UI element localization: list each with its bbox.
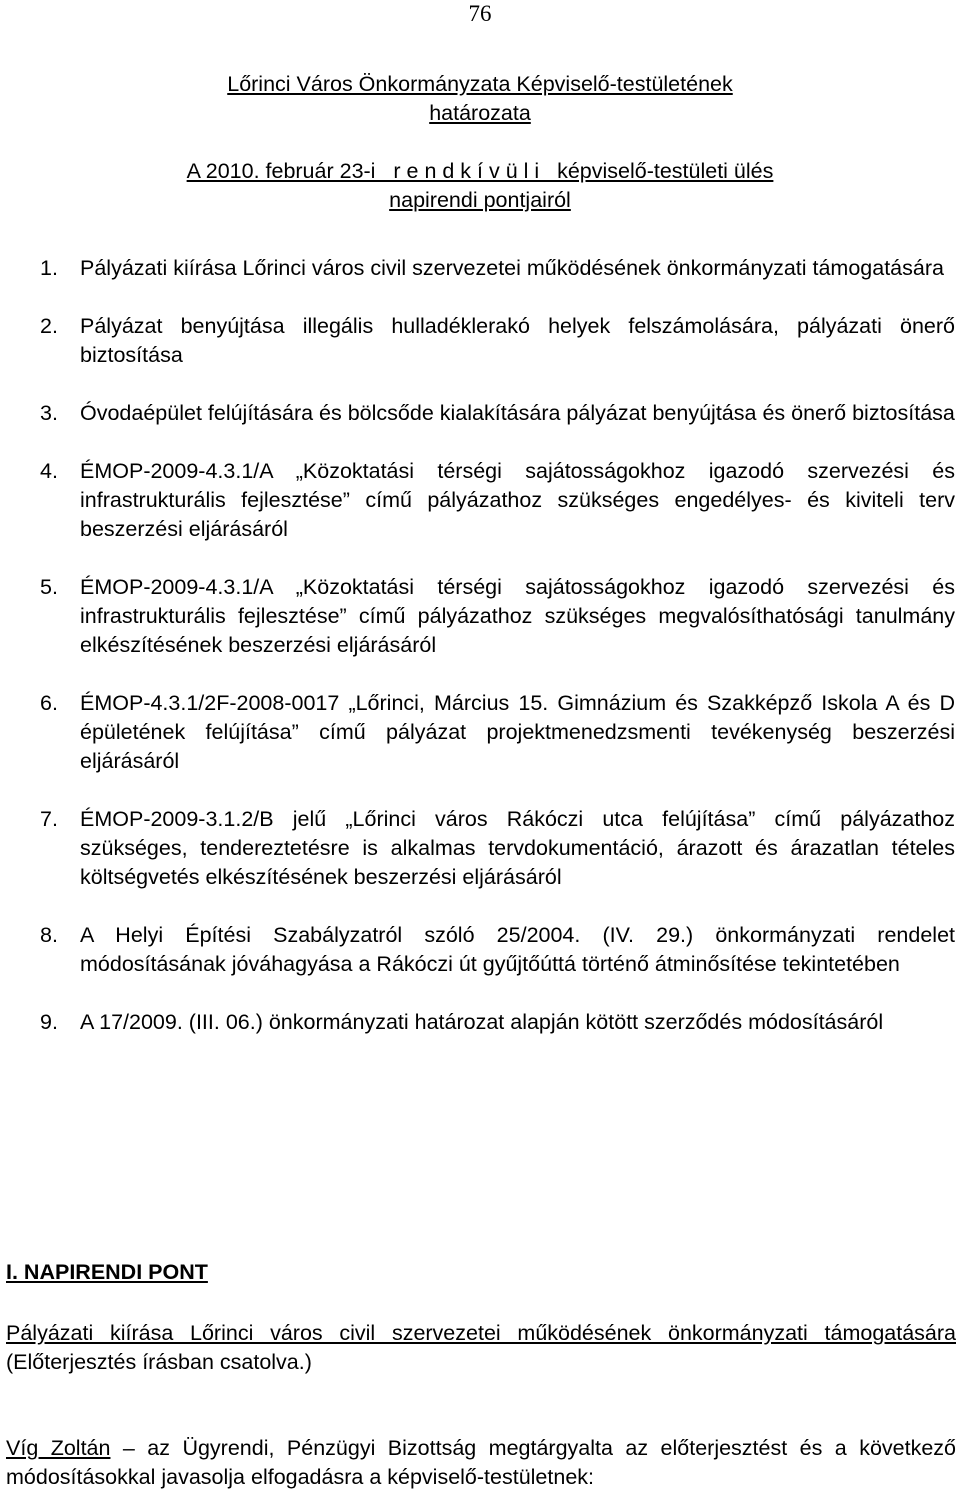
document-title-line-2: határozata bbox=[429, 101, 531, 125]
speaker-name: Víg Zoltán bbox=[6, 1436, 111, 1460]
section-topic-note: (Előterjesztés írásban csatolva.) bbox=[6, 1350, 312, 1374]
agenda-item-number: 6. bbox=[40, 691, 58, 715]
agenda-item-text: A 17/2009. (III. 06.) önkormányzati határozat alapján kötött szerződés módosításáról bbox=[80, 1010, 884, 1034]
agenda-item-number: 7. bbox=[40, 807, 58, 831]
speech-paragraph bbox=[6, 1434, 956, 1492]
agenda-item-text: ÉMOP-2009-3.1.2/B jelű „Lőrinci város Rákóczi utca felújítása” című pályázathoz szükséges, tendereztetésre is alkalmas tervdokumentáció, árazott és árazatlan tételes költségvetés elkészítésének beszerzési eljárásáról bbox=[80, 807, 955, 889]
agenda-item bbox=[40, 921, 955, 979]
agenda-item-text: Óvodaépület felújítására és bölcsőde kialakítására pályázat benyújtása és önerő biztosítása bbox=[80, 401, 955, 425]
agenda-item bbox=[40, 689, 955, 776]
agenda-item bbox=[40, 1008, 955, 1037]
document-title bbox=[0, 70, 960, 128]
document-subtitle-line-1: A 2010. február 23-i r e n d k í v ü l i képviselő-testületi ülés bbox=[186, 159, 774, 183]
document-subtitle-line-2: napirendi pontjairól bbox=[389, 188, 571, 212]
agenda-item bbox=[40, 254, 955, 283]
agenda-item-text: Pályázati kiírása Lőrinci város civil szervezetei működésének önkormányzati támogatására bbox=[80, 256, 944, 280]
agenda-item bbox=[40, 312, 955, 370]
agenda-item bbox=[40, 573, 955, 660]
agenda-item-number: 2. bbox=[40, 314, 58, 338]
agenda-item-text: ÉMOP-2009-4.3.1/A „Közoktatási térségi sajátosságokhoz igazodó szervezési és infrastrukturális fejlesztése” című pályázathoz szükséges engedélyes- és kiviteli terv beszerzési eljárásáról bbox=[80, 459, 955, 541]
document-subtitle bbox=[0, 157, 960, 215]
section-heading: I. NAPIRENDI PONT bbox=[6, 1260, 208, 1284]
agenda-item-number: 4. bbox=[40, 459, 58, 483]
agenda-item-number: 8. bbox=[40, 923, 58, 947]
agenda-item-number: 1. bbox=[40, 256, 58, 280]
agenda-item-text: ÉMOP-2009-4.3.1/A „Közoktatási térségi sajátosságokhoz igazodó szervezési és infrastrukturális fejlesztése” című pályázathoz szükséges megvalósíthatósági tanulmány elkészítésének beszerzési eljárásáról bbox=[80, 575, 955, 657]
section-topic-title: Pályázati kiírása Lőrinci város civil szervezetei működésének önkormányzati támogatására bbox=[6, 1321, 956, 1345]
section-topic bbox=[6, 1319, 956, 1377]
speech-text: – az Ügyrendi, Pénzügyi Bizottság megtárgyalta az előterjesztést és a következő módosításokkal javasolja elfogadásra a képviselő-testületnek: bbox=[6, 1436, 956, 1489]
agenda-item-text: Pályázat benyújtása illegális hulladéklerakó helyek felszámolására, pályázati önerő biztosítása bbox=[80, 314, 955, 367]
page-number: 76 bbox=[468, 1, 492, 26]
agenda-item-text: ÉMOP-4.3.1/2F-2008-0017 „Lőrinci, Március 15. Gimnázium és Szakképző Iskola A és D épületének felújítása” című pályázat projektmenedzsmenti tevékenység beszerzési eljárásáról bbox=[80, 691, 955, 773]
agenda-item bbox=[40, 805, 955, 892]
agenda-item-text: A Helyi Építési Szabályzatról szóló 25/2004. (IV. 29.) önkormányzati rendelet módosításának jóváhagyása a Rákóczi út gyűjtőúttá történő átminősítése tekintetében bbox=[80, 923, 955, 976]
agenda-list bbox=[40, 254, 955, 1066]
agenda-item-number: 3. bbox=[40, 401, 58, 425]
agenda-item-number: 5. bbox=[40, 575, 58, 599]
agenda-item-number: 9. bbox=[40, 1010, 58, 1034]
agenda-item bbox=[40, 457, 955, 544]
document-title-line-1: Lőrinci Város Önkormányzata Képviselő-testületének bbox=[227, 72, 733, 96]
agenda-item bbox=[40, 399, 955, 428]
